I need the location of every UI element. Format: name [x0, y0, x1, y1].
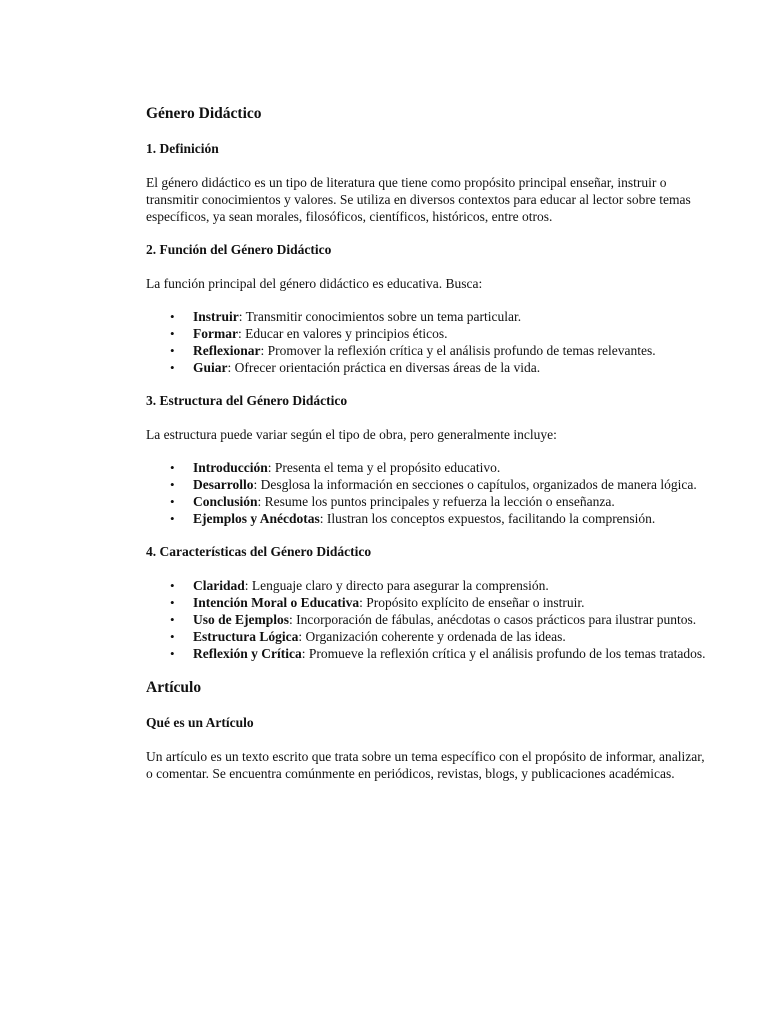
list-item-desc: : Promueve la reflexión crítica y el análisis profundo de los temas tratados.	[301, 646, 706, 661]
bullet-icon: •	[170, 360, 175, 375]
list-item-term: Claridad	[193, 578, 245, 593]
list-item-desc: : Educar en valores y principios éticos.	[237, 326, 448, 341]
estructura-list	[146, 459, 706, 527]
list-item-desc: : Propósito explícito de enseñar o instruir.	[359, 595, 585, 610]
section-heading-caracteristicas: 4. Características del Género Didáctico	[146, 544, 372, 559]
funcion-list	[146, 308, 706, 376]
bullet-icon: •	[170, 309, 175, 324]
bullet-icon: •	[170, 494, 175, 509]
articulo-title: Artículo	[146, 679, 202, 696]
estructura-intro-paragraph: La estructura puede variar según el tipo de obra, pero generalmente incluye:	[146, 427, 557, 442]
list-item-term: Introducción	[193, 460, 268, 475]
funcion-intro-paragraph: La función principal del género didáctico es educativa. Busca:	[146, 276, 483, 291]
list-item	[146, 342, 706, 359]
section-heading-estructura: 3. Estructura del Género Didáctico	[146, 393, 348, 408]
bullet-icon: •	[170, 326, 175, 341]
list-item-term: Desarrollo	[193, 477, 254, 492]
section-heading-articulo: Qué es un Artículo	[146, 715, 254, 730]
list-item-desc: : Organización coherente y ordenada de las ideas.	[298, 629, 566, 644]
document-page	[146, 104, 706, 782]
list-item-desc: : Ilustran los conceptos expuestos, facilitando la comprensión.	[319, 511, 656, 526]
articulo-paragraph: Un artículo es un texto escrito que trata sobre un tema específico con el propósito de informar, analizar, o comentar. Se encuentra comúnmente en periódicos, revistas, blogs, y publicaciones académicas.	[146, 749, 705, 781]
list-item-term: Guiar	[193, 360, 228, 375]
list-item	[146, 325, 706, 342]
list-item	[146, 308, 706, 325]
list-item	[146, 628, 706, 645]
bullet-icon: •	[170, 646, 175, 661]
list-item-term: Instruir	[193, 309, 239, 324]
bullet-icon: •	[170, 343, 175, 358]
list-item-desc: : Ofrecer orientación práctica en diversas áreas de la vida.	[227, 360, 541, 375]
document-title: Género Didáctico	[146, 105, 262, 122]
list-item	[146, 594, 706, 611]
definicion-paragraph: El género didáctico es un tipo de literatura que tiene como propósito principal enseñar, instruir o transmitir conocimientos y valores. Se utiliza en diversos contextos para educar al lector sobre temas específicos, ya sean morales, filosóficos, científicos, históricos, entre otros.	[146, 175, 691, 224]
section-heading-funcion: 2. Función del Género Didáctico	[146, 242, 332, 257]
list-item	[146, 510, 706, 527]
bullet-icon: •	[170, 477, 175, 492]
list-item-term: Formar	[193, 326, 238, 341]
bullet-icon: •	[170, 612, 175, 627]
list-item-term: Estructura Lógica	[193, 629, 299, 644]
list-item	[146, 459, 706, 476]
list-item-term: Reflexionar	[193, 343, 261, 358]
list-item-term: Ejemplos y Anécdotas	[193, 511, 320, 526]
bullet-icon: •	[170, 511, 175, 526]
list-item-desc: : Presenta el tema y el propósito educativo.	[267, 460, 501, 475]
list-item-desc: : Promover la reflexión crítica y el análisis profundo de temas relevantes.	[260, 343, 656, 358]
list-item	[146, 493, 706, 510]
bullet-icon: •	[170, 595, 175, 610]
list-item-desc: : Incorporación de fábulas, anécdotas o casos prácticos para ilustrar puntos.	[289, 612, 697, 627]
caracteristicas-list	[146, 577, 706, 662]
bullet-icon: •	[170, 460, 175, 475]
list-item	[146, 645, 706, 662]
list-item-term: Intención Moral o Educativa	[193, 595, 360, 610]
list-item-term: Uso de Ejemplos	[193, 612, 290, 627]
list-item-desc: : Transmitir conocimientos sobre un tema particular.	[238, 309, 522, 324]
list-item-desc: : Resume los puntos principales y refuerza la lección o enseñanza.	[257, 494, 615, 509]
list-item	[146, 611, 706, 628]
bullet-icon: •	[170, 578, 175, 593]
list-item-term: Reflexión y Crítica	[193, 646, 302, 661]
list-item	[146, 476, 706, 493]
list-item-desc: : Desglosa la información en secciones o capítulos, organizados de manera lógica.	[253, 477, 697, 492]
section-heading-definicion: 1. Definición	[146, 141, 219, 156]
list-item	[146, 359, 706, 376]
bullet-icon: •	[170, 629, 175, 644]
list-item-term: Conclusión	[193, 494, 258, 509]
list-item	[146, 577, 706, 594]
list-item-desc: : Lenguaje claro y directo para asegurar la comprensión.	[244, 578, 549, 593]
